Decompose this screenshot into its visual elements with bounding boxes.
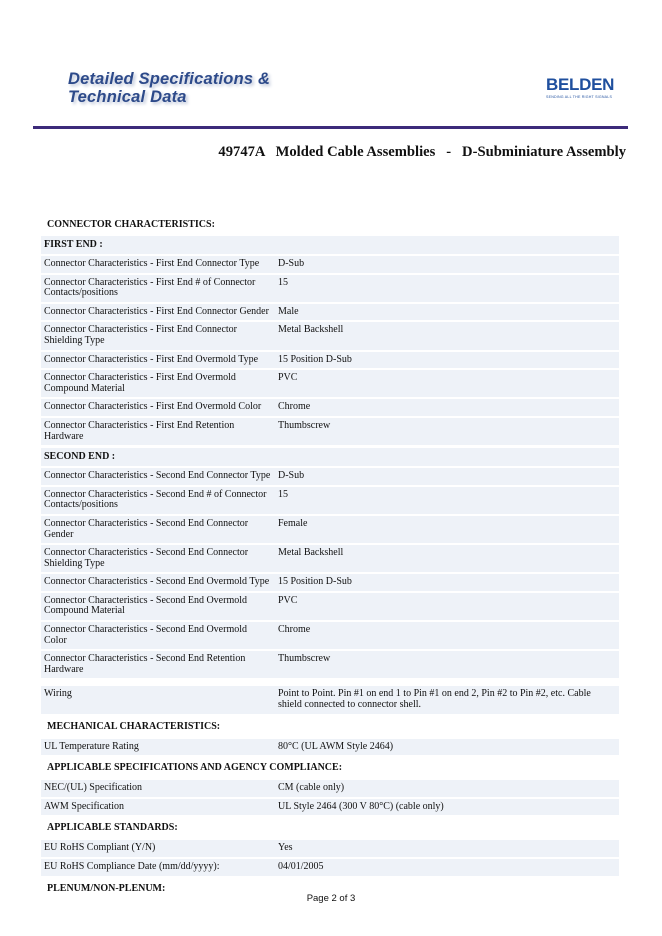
spec-value: Female <box>278 517 308 529</box>
spec-row <box>41 840 619 857</box>
spec-row <box>41 545 619 572</box>
spec-key: Connector Characteristics - First End Retention Hardware <box>44 419 235 442</box>
spec-row <box>41 304 619 321</box>
document-title: 49747A Molded Cable Assemblies - D-Subminiature Assembly <box>218 144 626 160</box>
spec-value: 80°C (UL AWM Style 2464) <box>278 740 394 752</box>
spec-row <box>41 399 619 416</box>
spec-row <box>41 739 619 756</box>
spec-value: 15 Position D-Sub <box>278 576 352 588</box>
spec-row <box>41 516 619 543</box>
spec-key: Connector Characteristics - Second End # of Connector Contacts/positions <box>44 488 267 511</box>
spec-value: Thumbscrew <box>278 653 331 665</box>
subheading-first-end: FIRST END : <box>41 236 619 254</box>
header-title <box>68 70 270 106</box>
spec-row <box>41 370 619 397</box>
section-heading-plenum: PLENUM/NON-PLENUM: <box>47 882 166 894</box>
spec-key: EU RoHS Compliant (Y/N) <box>44 842 156 854</box>
spec-value: D-Sub <box>278 470 305 482</box>
spec-key: Wiring <box>44 688 72 700</box>
standards-rows <box>41 840 619 875</box>
spec-value: Metal Backshell <box>278 324 344 336</box>
spec-row <box>41 799 619 816</box>
spec-key: UL Temperature Rating <box>44 740 139 752</box>
logo-wordmark: BELDEN <box>546 75 615 94</box>
spec-value: Male <box>278 305 299 317</box>
spec-row <box>41 275 619 302</box>
first-end-rows <box>41 256 619 445</box>
spec-row <box>41 859 619 876</box>
spec-value: PVC <box>278 594 298 606</box>
spec-value: Chrome <box>278 624 311 636</box>
spec-key: Connector Characteristics - Second End Connector Shielding Type <box>44 547 249 569</box>
spec-value: PVC <box>278 372 298 384</box>
spec-key: Connector Characteristics - First End Overmold Color <box>44 401 262 413</box>
page-header <box>0 0 662 130</box>
spec-row <box>41 352 619 369</box>
spec-key: NEC/(UL) Specification <box>44 782 143 794</box>
spec-row-wiring <box>41 686 619 713</box>
spacer <box>41 678 619 684</box>
spec-row <box>41 468 619 485</box>
spec-value: Metal Backshell <box>278 547 344 559</box>
spec-key: Connector Characteristics - Second End Connector Type <box>44 470 271 482</box>
mechanical-rows <box>41 739 619 756</box>
spec-key: Connector Characteristics - First End Connector Gender <box>44 305 269 317</box>
spec-value: Thumbscrew <box>278 419 331 431</box>
spec-value: 04/01/2005 <box>278 861 324 872</box>
spec-value: 15 Position D-Sub <box>278 353 352 365</box>
spec-value: 15 <box>278 488 288 500</box>
spec-value: Point to Point. Pin #1 on end 1 to Pin #1 on end 2, Pin #2 to Pin #2, etc. Cable shield connected to connector shell. <box>278 688 591 711</box>
spec-key: Connector Characteristics - First End Connector Type <box>44 258 260 269</box>
spec-content <box>41 214 619 899</box>
spec-key: Connector Characteristics - Second End Overmold Compound Material <box>44 594 247 617</box>
spec-key: Connector Characteristics - Second End Retention Hardware <box>44 653 246 675</box>
spec-value: 15 <box>278 276 288 288</box>
spec-value: UL Style 2464 (300 V 80°C) (cable only) <box>278 800 444 812</box>
spec-value: CM (cable only) <box>278 782 345 794</box>
section-heading-standards: APPLICABLE STANDARDS: <box>47 822 178 834</box>
second-end-rows <box>41 468 619 678</box>
spec-value: D-Sub <box>278 258 305 269</box>
spec-value: Yes <box>278 842 293 854</box>
spec-row <box>41 593 619 620</box>
spec-key: Connector Characteristics - Second End Connector Gender <box>44 517 249 540</box>
spec-key: Connector Characteristics - Second End Overmold Type <box>44 576 270 588</box>
section-heading-connector: CONNECTOR CHARACTERISTICS: <box>47 219 215 230</box>
header-divider <box>33 126 628 129</box>
page-number: Page 2 of 3 <box>306 893 356 904</box>
spec-key: Connector Characteristics - First End Overmold Type <box>44 353 259 365</box>
spec-row <box>41 574 619 591</box>
header-title-line1: Detailed Specifications & <box>68 70 271 88</box>
spec-key: Connector Characteristics - First End # of Connector Contacts/positions <box>44 276 256 299</box>
spec-row <box>41 322 619 349</box>
section-heading-mechanical: MECHANICAL CHARACTERISTICS: <box>47 720 221 732</box>
spec-row <box>41 651 619 678</box>
belden-logo <box>546 76 618 99</box>
spec-key: AWM Specification <box>44 800 125 812</box>
header-title-line2: Technical Data <box>68 88 187 106</box>
spec-row <box>41 256 619 273</box>
spec-key: EU RoHS Compliance Date (mm/dd/yyyy): <box>44 861 220 872</box>
spec-key: Connector Characteristics - First End Overmold Compound Material <box>44 372 236 394</box>
subheading-second-end: SECOND END : <box>41 448 619 466</box>
spec-key: Connector Characteristics - Second End Overmold Color <box>44 624 247 646</box>
spec-row <box>41 622 619 649</box>
spec-row <box>41 487 619 514</box>
agency-rows <box>41 780 619 815</box>
spec-row <box>41 418 619 445</box>
spec-key: Connector Characteristics - First End Connector Shielding Type <box>44 324 238 346</box>
logo-tagline: SENDING ALL THE RIGHT SIGNALS <box>546 95 613 99</box>
section-heading-agency: APPLICABLE SPECIFICATIONS AND AGENCY COMPLIANCE: <box>47 762 343 774</box>
spec-value: Chrome <box>278 401 311 413</box>
spec-row <box>41 780 619 797</box>
